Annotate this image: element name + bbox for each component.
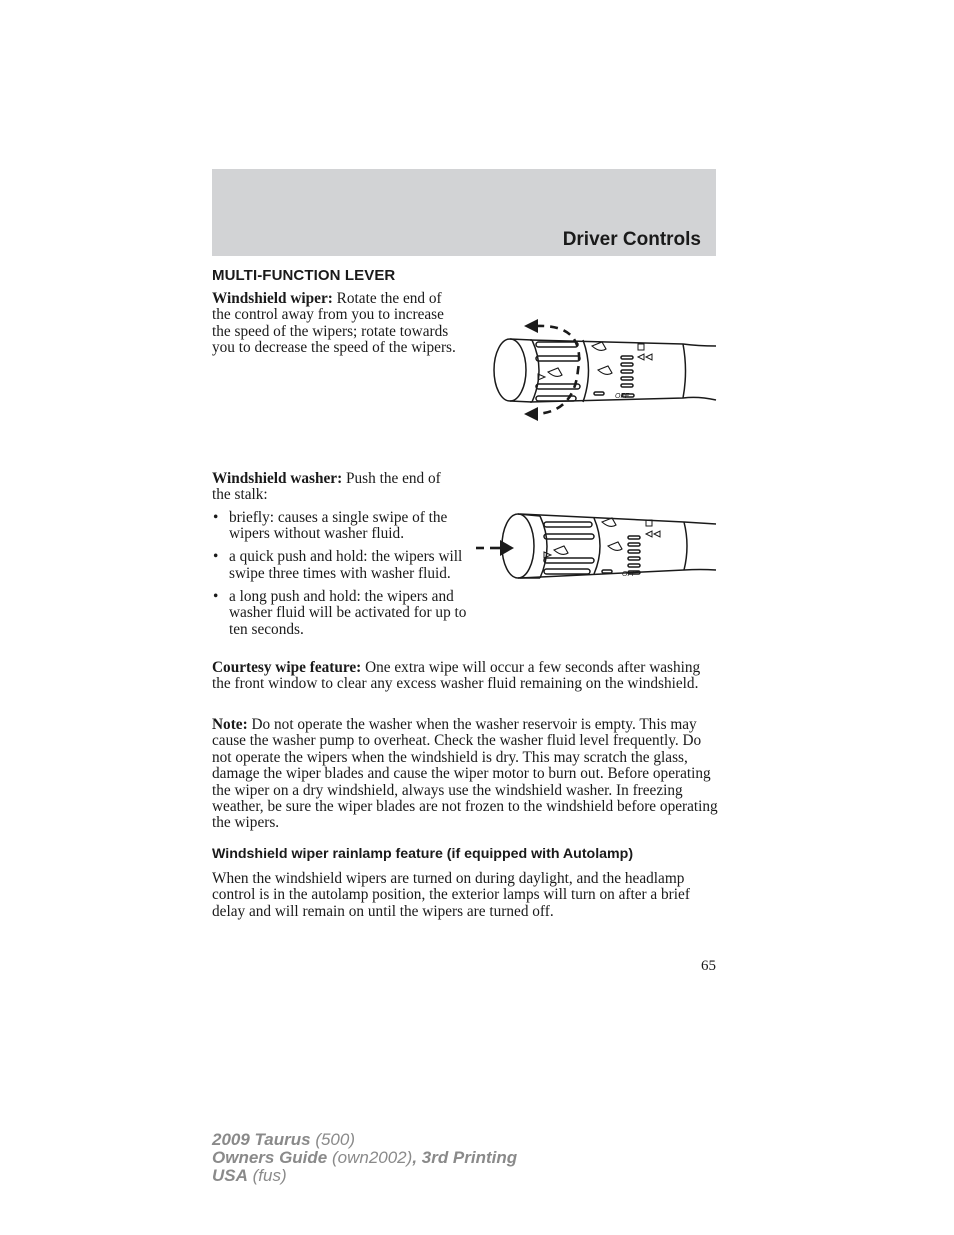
note-paragraph (212, 717, 718, 832)
footer-guide-code: (own2002) (327, 1148, 413, 1167)
rainlamp-paragraph: When the windshield wipers are turned on during daylight, and the headlamp control is in the autolamp position, the exterior lamps will turn on after a brief delay and will remain on until the wipers are turned off. (212, 870, 690, 920)
header-band (212, 169, 716, 256)
list-item: • a quick push and hold: the wipers will swipe three times with washer fluid. (212, 549, 467, 582)
note-label: Note: (212, 716, 248, 733)
footer-guide: Owners Guide (212, 1148, 328, 1167)
footer-region: USA (212, 1166, 248, 1185)
footer-printing: , 3rd Printing (412, 1148, 518, 1167)
page-header-title: Driver Controls (562, 229, 701, 250)
washer-text: Push the end of the stalk: (212, 470, 441, 504)
footer-model: 2009 Taurus (212, 1130, 311, 1149)
footer-region-code: (fus) (247, 1166, 287, 1185)
courtesy-label: Courtesy wipe feature: (212, 659, 362, 676)
list-item: • a long push and hold: the wipers and washer fluid will be activated for up to ten seconds. (212, 589, 467, 638)
wiper-text: Rotate the end of the control away from you to increase the speed of the wipers; rotate towards you to decrease the speed of the wipers. (212, 290, 456, 357)
courtesy-paragraph (212, 660, 718, 693)
wiper-rotate-figure (488, 316, 718, 424)
washer-bullet-list (212, 510, 467, 645)
washer-push-figure (474, 508, 718, 584)
page-number: 65 (701, 958, 716, 974)
note-text: Do not operate the washer when the washer reservoir is empty. This may cause the washer pump to overheat. Check the washer fluid level frequently. Do not operate the wipers when the windshield is dry. This may scratch the glass, damage the wiper blades and cause the wiper motor to burn out. Before operating the wiper on a dry windshield, always use the windshield washer. In freezing weather, be sure the wiper blades are not frozen to the windshield before operating the wipers. (212, 716, 718, 832)
rainlamp-heading: Windshield wiper rainlamp feature (if equipped with Autolamp) (212, 846, 634, 862)
footer (212, 1131, 517, 1185)
off-label: OFF (615, 393, 629, 400)
footer-model-code: (500) (310, 1130, 356, 1149)
washer-label: Windshield washer: (212, 470, 343, 487)
section-heading: MULTI-FUNCTION LEVER (212, 267, 396, 284)
off-label: OFF (622, 571, 636, 578)
courtesy-text: One extra wipe will occur a few seconds after washing the front window to clear any excess washer fluid remaining on the windshield. (212, 659, 701, 693)
list-item: • briefly: causes a single swipe of the wipers without washer fluid. (212, 510, 467, 543)
wiper-paragraph (212, 291, 462, 357)
wiper-label: Windshield wiper: (212, 290, 333, 307)
washer-paragraph (212, 471, 462, 504)
